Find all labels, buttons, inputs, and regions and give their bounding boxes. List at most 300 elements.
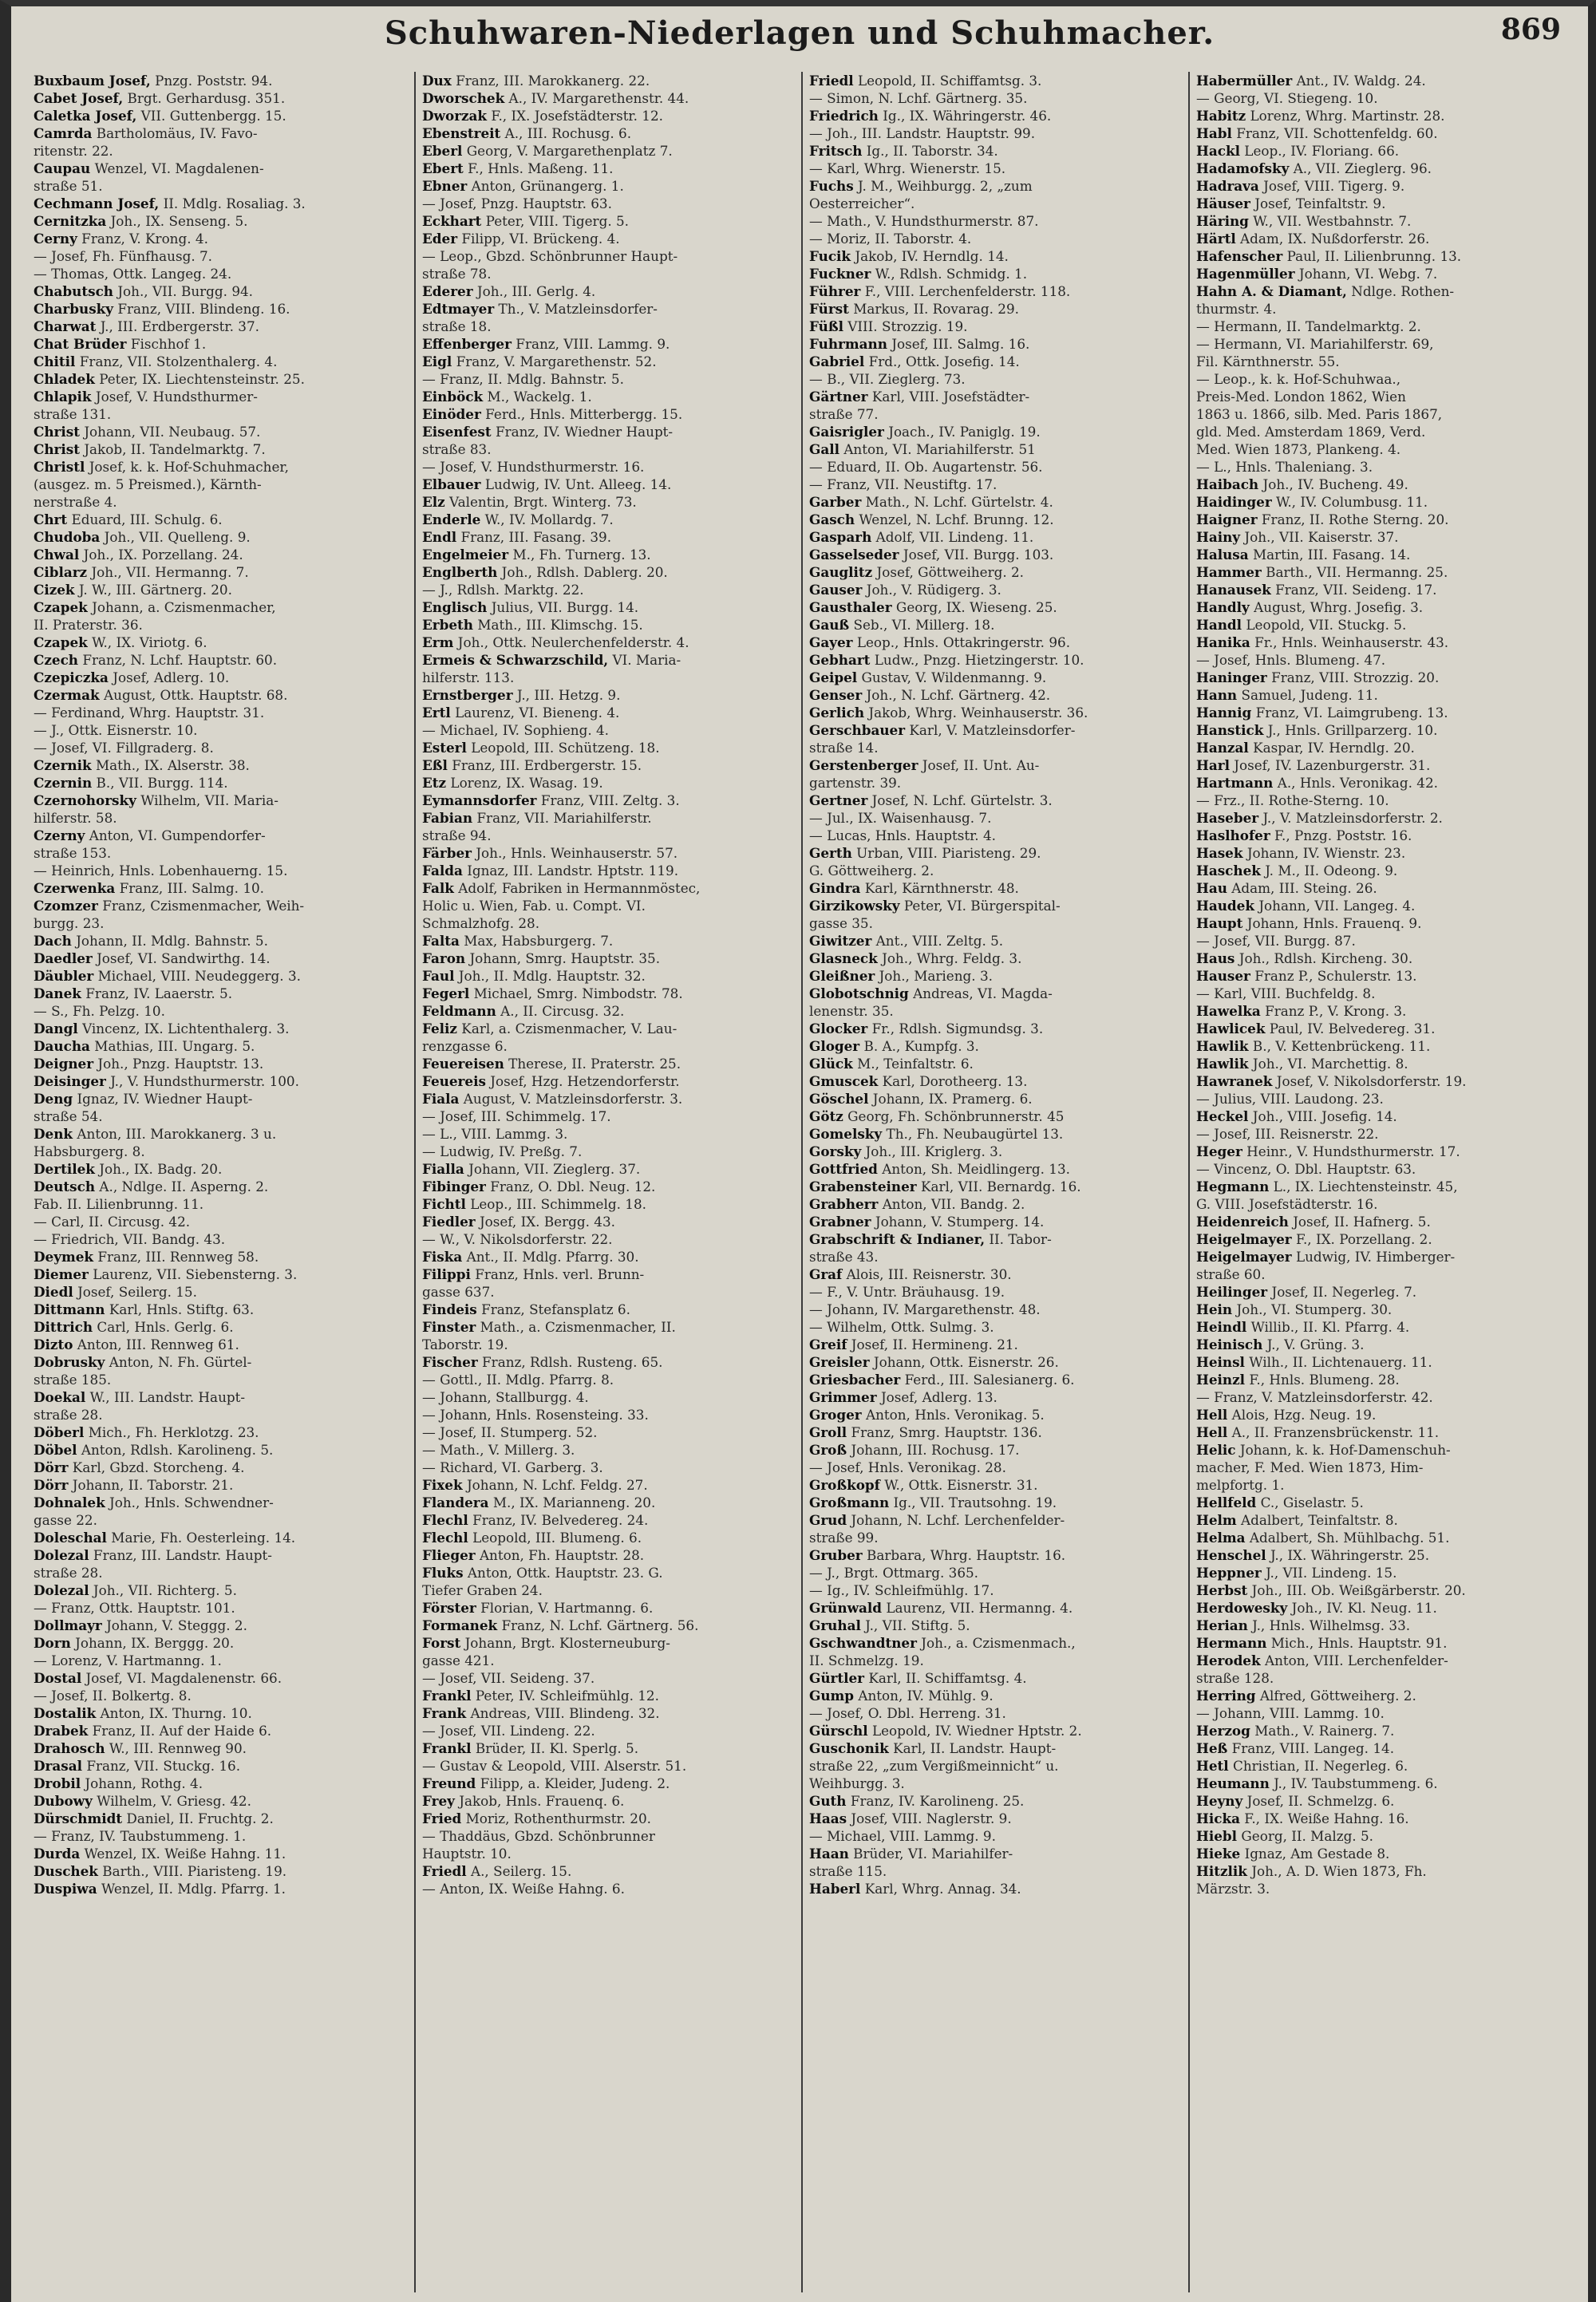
directory-entry	[809, 844, 1183, 862]
entry-name: Grimmer	[809, 1389, 877, 1405]
entry-name: Faron	[422, 950, 466, 966]
entry-name: Erm	[422, 634, 454, 650]
directory-entry	[422, 1564, 796, 1581]
directory-entry	[1196, 1283, 1570, 1301]
entry-name: Camrda	[34, 125, 93, 141]
entry-details: J., Hnls. Wilhelmsg. 33.	[1252, 1617, 1411, 1633]
directory-entry	[809, 89, 1183, 107]
entry-details: Johann, VI. Webg. 7.	[1298, 266, 1438, 282]
directory-entry	[1196, 1704, 1570, 1722]
entry-details: Franz, Stefansplatz 6.	[481, 1301, 630, 1317]
entry-details: straße 78.	[422, 266, 492, 282]
directory-entry	[809, 265, 1183, 282]
directory-entry	[422, 1652, 796, 1669]
directory-entry	[809, 1072, 1183, 1090]
directory-entry	[1196, 212, 1570, 230]
entry-name: Gärtner	[809, 389, 868, 405]
directory-entry	[1196, 265, 1570, 282]
entry-details: Joh., IX. Porzellang. 24.	[83, 547, 243, 563]
directory-entry	[34, 721, 409, 739]
entry-details: Adalbert, Teinfaltstr. 8.	[1241, 1512, 1398, 1528]
entry-name: Grabensteiner	[809, 1179, 917, 1194]
directory-entry	[34, 985, 409, 1002]
entry-details: M., Teinfaltstr. 6.	[857, 1056, 974, 1072]
entry-details: B., VII. Burgg. 114.	[96, 775, 228, 791]
entry-name: Cechmann Josef,	[34, 195, 160, 211]
entry-details: — Josef, VII. Lindeng. 22.	[422, 1723, 595, 1739]
directory-entry	[1196, 89, 1570, 107]
entry-name: Helm	[1196, 1512, 1237, 1528]
entry-details: ritenstr. 22.	[34, 143, 113, 159]
entry-name: Czerny	[34, 827, 85, 843]
entry-name: Deisinger	[34, 1073, 106, 1089]
directory-entry	[422, 440, 796, 458]
entry-name: Heger	[1196, 1143, 1242, 1159]
entry-details: Ignaz, III. Landstr. Hptstr. 119.	[467, 863, 679, 879]
entry-details: Habsburgerg. 8.	[34, 1143, 145, 1159]
entry-name: Führer	[809, 283, 861, 299]
entry-details: — Lorenz, V. Hartmanng. 1.	[34, 1652, 222, 1668]
directory-entry	[809, 1722, 1183, 1739]
entry-details: Franz, Hnls. verl. Brunn-	[475, 1266, 645, 1282]
entry-details: Filipp, a. Kleider, Judeng. 2.	[480, 1775, 670, 1791]
entry-details: — Anton, IX. Weiße Hahng. 6.	[422, 1881, 625, 1897]
entry-name: Dörr	[34, 1459, 69, 1475]
entry-name: Gloger	[809, 1038, 860, 1054]
entry-details: Barbara, Whrg. Hauptstr. 16.	[866, 1547, 1066, 1563]
directory-entry	[422, 721, 796, 739]
entry-details: — Josef, III. Reisnerstr. 22.	[1196, 1126, 1379, 1142]
entry-name: Fürst	[809, 301, 849, 317]
entry-details: Anton, VII. Bandg. 2.	[882, 1196, 1025, 1212]
entry-details: F., Hnls. Blumeng. 28.	[1249, 1372, 1400, 1388]
entry-details: gartenstr. 39.	[809, 775, 902, 791]
entry-details: — Math., V. Millerg. 3.	[422, 1442, 575, 1458]
entry-name: Grabner	[809, 1214, 871, 1230]
directory-entry	[809, 1388, 1183, 1406]
directory-entry	[1196, 247, 1570, 265]
entry-name: Heilinger	[1196, 1284, 1268, 1300]
directory-entry	[809, 1757, 1183, 1775]
directory-entry	[809, 1862, 1183, 1880]
directory-entry	[809, 423, 1183, 440]
entry-details: Leop., III. Schimmelg. 18.	[470, 1196, 646, 1212]
entry-name: Denk	[34, 1126, 73, 1142]
directory-entry	[809, 1564, 1183, 1581]
entry-details: Johann, N. Lchf. Feldg. 27.	[466, 1477, 648, 1493]
entry-details: Wenzel, IX. Weiße Hahng. 11.	[84, 1846, 286, 1862]
entry-name: Heyny	[1196, 1793, 1243, 1809]
directory-entry	[34, 1476, 409, 1494]
entry-details: — Johann, Hnls. Rosensteing. 33.	[422, 1407, 649, 1423]
entry-details: Josef, II. Negerleg. 7.	[1271, 1284, 1417, 1300]
directory-entry	[34, 318, 409, 335]
entry-name: Englberth	[422, 564, 498, 580]
entry-details: Josef, III. Salmg. 16.	[891, 336, 1030, 352]
entry-name: Gruber	[809, 1547, 863, 1563]
directory-entry	[422, 1423, 796, 1441]
entry-name: Döberl	[34, 1424, 85, 1440]
directory-entry	[34, 511, 409, 528]
entry-details: Josef, k. k. Hof-Schuhmacher,	[89, 459, 289, 475]
directory-entry	[809, 862, 1183, 879]
directory-entry	[422, 511, 796, 528]
entry-name: Globotschnig	[809, 985, 909, 1001]
entry-name: Endl	[422, 529, 457, 545]
entry-details: — Franz, VII. Neustiftg. 17.	[809, 476, 998, 492]
entry-name: Dittrich	[34, 1319, 93, 1335]
entry-name: Finster	[422, 1319, 476, 1335]
directory-entry	[422, 1704, 796, 1722]
entry-name: Groger	[809, 1407, 862, 1423]
entry-details: Franz, IV. Karolineng. 25.	[850, 1793, 1025, 1809]
entry-details: Laurenz, VI. Bieneng. 4.	[455, 705, 620, 721]
entry-details: L., IX. Liechtensteinstr. 45,	[1273, 1179, 1458, 1194]
entry-details: Ferd., Hnls. Mitterbergg. 15.	[485, 406, 683, 422]
directory-entry	[809, 1371, 1183, 1388]
entry-details: Franz P., V. Krong. 3.	[1265, 1003, 1407, 1019]
entry-name: Eckhart	[422, 213, 482, 229]
directory-entry	[809, 546, 1183, 563]
directory-entry	[1196, 1634, 1570, 1652]
entry-details: Paul, II. Lilienbrunng. 13.	[1286, 248, 1462, 264]
entry-name: Ermeis & Schwarzschild,	[422, 652, 609, 668]
directory-entry	[1196, 1775, 1570, 1792]
entry-details: Joh., VI. Marchettig. 8.	[1252, 1056, 1408, 1072]
directory-entry	[1196, 142, 1570, 160]
directory-entry	[1196, 318, 1570, 335]
directory-entry	[422, 212, 796, 230]
directory-entry	[1196, 353, 1570, 370]
entry-details: Joh., VII. Richterg. 5.	[93, 1582, 237, 1598]
directory-entry	[809, 405, 1183, 423]
directory-entry	[1196, 370, 1570, 388]
directory-entry	[1196, 1529, 1570, 1546]
entry-details: B., V. Kettenbrückeng. 11.	[1252, 1038, 1431, 1054]
entry-details: Josef, II. Hafnerg. 5.	[1293, 1214, 1431, 1230]
entry-name: Gausthaler	[809, 599, 892, 615]
entry-name: Heckel	[1196, 1108, 1249, 1124]
directory-entry	[809, 1669, 1183, 1687]
entry-details: Johann, k. k. Hof-Damenschuh-	[1239, 1442, 1451, 1458]
entry-name: Ederer	[422, 283, 473, 299]
directory-entry	[34, 1213, 409, 1230]
entry-details: F., IX. Weiße Hahng. 16.	[1244, 1810, 1409, 1826]
directory-entry	[809, 1652, 1183, 1669]
entry-details: Leop., IV. Floriang. 66.	[1244, 143, 1400, 159]
directory-entry	[34, 1406, 409, 1423]
directory-entry	[1196, 634, 1570, 651]
entry-details: Kaspar, IV. Herndlg. 20.	[1253, 740, 1415, 756]
entry-details: Adam, IX. Nußdorferstr. 26.	[1240, 231, 1430, 247]
entry-name: Flechl	[422, 1530, 468, 1546]
entry-name: Gerstenberger	[809, 757, 918, 773]
entry-name: Heinsl	[1196, 1354, 1245, 1370]
entry-details: Joh., IX. Badg. 20.	[99, 1161, 223, 1177]
entry-details: Georg, Fh. Schönbrunnerstr. 45	[847, 1108, 1065, 1124]
entry-details: Urban, VIII. Piaristeng. 29.	[856, 845, 1041, 861]
entry-details: Adalbert, Sh. Mühlbachg. 51.	[1249, 1530, 1450, 1546]
entry-name: Deymek	[34, 1249, 94, 1265]
entry-name: Döbel	[34, 1442, 77, 1458]
entry-details: Alois, Hzg. Neug. 19.	[1231, 1407, 1377, 1423]
entry-details: Leopold, III. Blumeng. 6.	[472, 1530, 642, 1546]
entry-name: Glück	[809, 1056, 853, 1072]
entry-details: Ant., II. Mdlg. Pfarrg. 30.	[466, 1249, 639, 1265]
entry-details: Josef, II. Unt. Au-	[922, 757, 1040, 773]
entry-details: Franz, VIII. Strozzig. 20.	[1271, 669, 1440, 685]
entry-details: Th., Fh. Neubaugürtel 13.	[886, 1126, 1064, 1142]
entry-name: Durda	[34, 1846, 81, 1862]
entry-name: Hadrava	[1196, 178, 1259, 194]
entry-name: Dach	[34, 933, 72, 949]
entry-name: Czomzer	[34, 898, 98, 914]
entry-details: J., IV. Taubstummeng. 6.	[1274, 1775, 1438, 1791]
directory-entry	[422, 1248, 796, 1266]
entry-details: Barth., VIII. Piaristeng. 19.	[102, 1863, 287, 1879]
entry-name: Dollmayr	[34, 1617, 102, 1633]
directory-entry	[1196, 1669, 1570, 1687]
directory-entry	[422, 1090, 796, 1108]
entry-name: Hanika	[1196, 634, 1250, 650]
entry-details: Franz, IV. Belvedereg. 24.	[472, 1512, 649, 1528]
entry-details: Ludw., Pnzg. Hietzingerstr. 10.	[874, 652, 1084, 668]
entry-details: Julius, VII. Burgg. 14.	[491, 599, 639, 615]
entry-name: Garber	[809, 494, 862, 510]
directory-entry	[1196, 1845, 1570, 1862]
entry-details: — Simon, N. Lchf. Gärtnerg. 35.	[809, 90, 1028, 106]
entry-details: — Wilhelm, Ottk. Sulmg. 3.	[809, 1319, 994, 1335]
directory-entry	[422, 1862, 796, 1880]
entry-name: Diedl	[34, 1284, 73, 1300]
entry-details: Jakob, Hnls. Frauenq. 6.	[459, 1793, 625, 1809]
entry-details: Willib., II. Kl. Pfarrg. 4.	[1250, 1319, 1410, 1335]
entry-details: Samuel, Judeng. 11.	[1241, 687, 1378, 703]
directory-entry	[422, 1441, 796, 1459]
entry-details: — Gottl., II. Mdlg. Pfarrg. 8.	[422, 1372, 614, 1388]
entry-details: nerstraße 4.	[34, 494, 117, 510]
entry-details: Joh., IV. Kl. Neug. 11.	[1291, 1600, 1437, 1616]
directory-entry	[422, 318, 796, 335]
entry-details: Michael, VIII. Neudeggerg. 3.	[97, 968, 301, 984]
entry-details: — Richard, VI. Garberg. 3.	[422, 1459, 603, 1475]
directory-entry	[1196, 581, 1570, 598]
entry-details: Peter, VI. Bürgerspital-	[903, 898, 1061, 914]
entry-details: Franz, III. Rennweg 58.	[97, 1249, 259, 1265]
directory-entry	[1196, 1494, 1570, 1511]
directory-entry	[1196, 282, 1570, 300]
directory-entry	[34, 107, 409, 124]
entry-name: Falda	[422, 863, 463, 879]
entry-name: Geipel	[809, 669, 858, 685]
entry-name: Härtl	[1196, 231, 1236, 247]
directory-entry	[422, 177, 796, 195]
entry-details: Eduard, III. Schulg. 6.	[71, 511, 223, 527]
directory-entry	[422, 809, 796, 827]
directory-entry	[1196, 1108, 1570, 1125]
directory-entry	[1196, 1739, 1570, 1757]
entry-name: Elbauer	[422, 476, 481, 492]
entry-name: Forst	[422, 1635, 461, 1651]
directory-entry	[809, 686, 1183, 704]
directory-entry	[422, 756, 796, 774]
directory-entry	[34, 756, 409, 774]
entry-details: F., Hnls. Maßeng. 11.	[468, 160, 614, 176]
entry-details: Josef, VII. Burgg. 103.	[903, 547, 1054, 563]
directory-entry	[34, 230, 409, 247]
entry-details: Joh., A. D. Wien 1873, Fh.	[1251, 1863, 1427, 1879]
entry-details: — B., VII. Zieglerg. 73.	[809, 371, 966, 387]
entry-name: Dörr	[34, 1477, 69, 1493]
entry-details: gasse 22.	[34, 1512, 97, 1528]
directory-entry	[34, 1511, 409, 1529]
directory-entry	[809, 142, 1183, 160]
directory-entry	[422, 142, 796, 160]
directory-entry	[422, 1388, 796, 1406]
directory-entry	[1196, 897, 1570, 914]
directory-entry	[34, 879, 409, 897]
directory-entry	[422, 72, 796, 89]
entry-name: Hawelka	[1196, 1003, 1261, 1019]
directory-entry	[34, 1037, 409, 1055]
page-number: 869	[1500, 13, 1561, 46]
entry-details: Karl, Hnls. Stiftg. 63.	[109, 1301, 255, 1317]
entry-name: Ernstberger	[422, 687, 513, 703]
directory-entry	[1196, 405, 1570, 423]
entry-name: Drobil	[34, 1775, 81, 1791]
directory-entry	[422, 1511, 796, 1529]
entry-details: — J., Brgt. Ottmarg. 365.	[809, 1565, 979, 1581]
entry-details: Oesterreicher“.	[809, 195, 915, 211]
entry-name: Halusa	[1196, 547, 1249, 563]
directory-entry	[34, 282, 409, 300]
entry-details: — Ig., IV. Schleifmühlg. 17.	[809, 1582, 994, 1598]
directory-entry	[809, 1353, 1183, 1371]
directory-entry	[34, 827, 409, 844]
entry-details: Franz, VII. Schottenfeldg. 60.	[1236, 125, 1438, 141]
directory-entry	[422, 335, 796, 353]
directory-entry	[809, 318, 1183, 335]
entry-name: Haan	[809, 1846, 849, 1862]
entry-details: — Hermann, VI. Mariahilferstr. 69,	[1196, 336, 1434, 352]
entry-name: Gottfried	[809, 1161, 878, 1177]
entry-details: — Josef, Pnzg. Hauptstr. 63.	[422, 195, 612, 211]
entry-details: F., Pnzg. Poststr. 16.	[1274, 827, 1412, 843]
entry-details: straße 43.	[809, 1249, 879, 1265]
directory-entry	[809, 704, 1183, 721]
directory-entry	[34, 440, 409, 458]
directory-entry	[809, 914, 1183, 932]
entry-details: Josef, Göttweiherg. 2.	[876, 564, 1025, 580]
entry-details: Josef, Adlerg. 10.	[113, 669, 230, 685]
entry-name: Friedrich	[809, 108, 879, 124]
entry-details: Johann, Ottk. Eisnerstr. 26.	[873, 1354, 1059, 1370]
directory-entry	[1196, 458, 1570, 476]
entry-name: Einöder	[422, 406, 481, 422]
entry-details: J., V. Hundsthurmerstr. 100.	[110, 1073, 299, 1089]
directory-entry	[34, 405, 409, 423]
entry-details: Seb., VI. Millerg. 18.	[853, 617, 995, 633]
entry-name: Herodek	[1196, 1652, 1261, 1668]
entry-details: Karl, II. Landstr. Haupt-	[893, 1740, 1057, 1756]
directory-entry	[422, 651, 796, 669]
directory-entry	[422, 950, 796, 967]
entry-name: Hau	[1196, 880, 1227, 896]
entry-name: Diemer	[34, 1266, 89, 1282]
entry-details: Marie, Fh. Oesterleing. 14.	[111, 1530, 296, 1546]
entry-name: Habermüller	[1196, 73, 1293, 89]
entry-details: Leop., Hnls. Ottakringerstr. 96.	[856, 634, 1071, 650]
entry-details: Pnzg. Poststr. 94.	[155, 73, 273, 89]
entry-name: Hermann	[1196, 1635, 1267, 1651]
entry-details: straße 60.	[1196, 1266, 1266, 1282]
directory-entry	[422, 844, 796, 862]
entry-details: G. VIII. Josefstädterstr. 16.	[1196, 1196, 1378, 1212]
directory-entry	[422, 388, 796, 405]
entry-name: Cizek	[34, 582, 75, 598]
directory-entry	[422, 1810, 796, 1827]
entry-name: Czapek	[34, 634, 88, 650]
entry-details: Bartholomäus, IV. Favo-	[96, 125, 258, 141]
entry-name: Cabet Josef,	[34, 90, 124, 106]
entry-details: Joh., IV. Bucheng. 49.	[1262, 476, 1408, 492]
directory-entry	[34, 458, 409, 476]
entry-details: Ant., VIII. Zeltg. 5.	[875, 933, 1004, 949]
entry-name: Gall	[809, 441, 839, 457]
entry-name: Henschel	[1196, 1547, 1266, 1563]
entry-details: Joh., III. Kriglerg. 3.	[865, 1143, 1003, 1159]
entry-details: Peter, IX. Liechtensteinstr. 25.	[99, 371, 305, 387]
directory-entry	[809, 1476, 1183, 1494]
entry-name: Häring	[1196, 213, 1249, 229]
directory-column	[1188, 72, 1575, 2292]
directory-entry	[34, 89, 409, 107]
entry-details: Franz, V. Krong. 4.	[81, 231, 208, 247]
entry-name: Chlapik	[34, 389, 92, 405]
entry-name: Förster	[422, 1600, 476, 1616]
entry-name: Chwal	[34, 547, 80, 563]
directory-entry	[1196, 721, 1570, 739]
directory-entry	[809, 124, 1183, 142]
entry-name: Fegerl	[422, 985, 470, 1001]
directory-entry	[34, 300, 409, 318]
entry-name: Friedl	[809, 73, 854, 89]
entry-details: — Vincenz, O. Dbl. Hauptstr. 63.	[1196, 1161, 1416, 1177]
entry-details: Weihburgg. 3.	[809, 1775, 905, 1791]
directory-entry	[809, 1143, 1183, 1160]
directory-entry	[422, 862, 796, 879]
directory-entry	[1196, 476, 1570, 493]
entry-details: Anton, IX. Thurng. 10.	[100, 1705, 252, 1721]
entry-details: Franz, Smrg. Hauptstr. 136.	[851, 1424, 1042, 1440]
directory-entry	[809, 1546, 1183, 1564]
entry-details: — Josef, O. Dbl. Herreng. 31.	[809, 1705, 1006, 1721]
directory-entry	[34, 1704, 409, 1722]
entry-name: Duschek	[34, 1863, 98, 1879]
directory-entry	[34, 1546, 409, 1564]
entry-details: — Ludwig, IV. Preßg. 7.	[422, 1143, 583, 1159]
entry-details: Franz, N. Lchf. Hauptstr. 60.	[82, 652, 278, 668]
entry-details: Brgt. Gerhardusg. 351.	[127, 90, 286, 106]
entry-details: — Leop., Gbzd. Schönbrunner Haupt-	[422, 248, 678, 264]
directory-entry	[422, 1617, 796, 1634]
entry-details: Johann, II. Taborstr. 21.	[72, 1477, 234, 1493]
directory-entry	[809, 739, 1183, 756]
directory-entry	[34, 651, 409, 669]
entry-details: Johann, Rothg. 4.	[85, 1775, 203, 1791]
entry-details: — Josef, VI. Fillgraderg. 8.	[34, 740, 214, 756]
entry-name: Ebenstreit	[422, 125, 501, 141]
